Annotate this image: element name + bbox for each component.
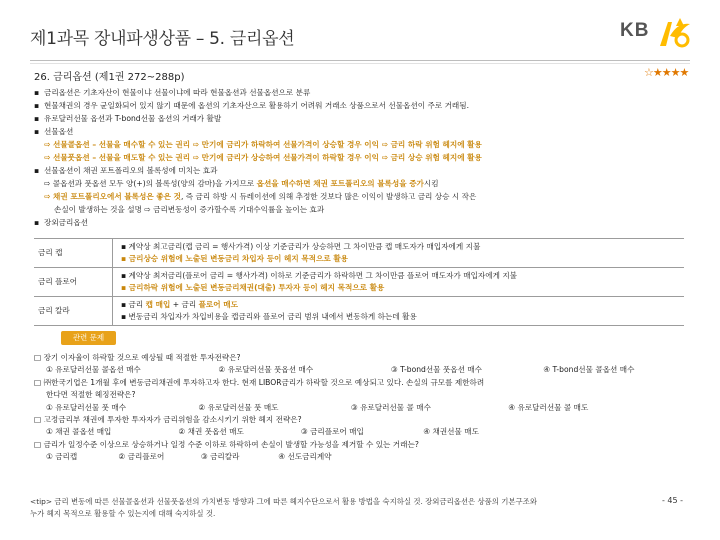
question-choices: ① 유로달러선물 콜옵션 매수 ② 유로달러선물 풋옵션 매수 ③ T-bond선물 풋옵션 매수 ④ T-bond선물 콜옵션 매수 [46, 365, 635, 375]
table-row [34, 268, 684, 297]
bullet-item: ▪ 현물채권의 경우 균일화되어 있지 않기 때문에 옵션의 기초자산으로 활용하기 어려워 거래소 상품으로서 선물옵션이 주로 거래됨. [34, 101, 469, 110]
kb-star-logo-icon [654, 16, 698, 50]
bullet-item: ▪ 선물옵션 [34, 127, 74, 136]
related-questions-badge: 관련 문제 [61, 331, 116, 345]
question-choices: ① 유로달러선물 풋 매수 ② 유로달러선물 풋 매도 ③ 유로달러선물 콜 매수 ④ 유로달러선물 콜 매도 [46, 402, 589, 412]
row-label: 금리 플로어 [34, 268, 113, 297]
header-divider-light [30, 63, 690, 64]
footer-tip-line: 누가 헤지 목적으로 활용할 수 있는지에 대해 숙지하실 것. [30, 509, 216, 518]
bullet-item: ▪ 유로달러선물 옵션과 T-bond선물 옵션의 거래가 활발 [34, 114, 222, 123]
question-choices: ① 금리캡 ② 금리플로어 ③ 금리칼라 ④ 선도금리계약 [46, 452, 332, 462]
footer-tip [30, 496, 660, 520]
section-body [34, 86, 684, 229]
sub-bullet: ⇨ 선물풋옵션 – 선물을 매도할 수 있는 권리 ⇨ 만기에 금리가 상승하여 선물가격이 하락할 경우 이익 ⇨ 금리 상승 위험 헤지에 활용 [44, 153, 482, 162]
row-label: 금리 칼라 [34, 297, 113, 326]
bullet-item: ▪ 선물옵션이 채권 포트폴리오의 볼록성에 미치는 효과 [34, 166, 218, 175]
bullet-item: ▪ 장외금리옵션 [34, 218, 89, 227]
bullet-item: ▪ 금리옵션은 기초자산이 현물이냐 선물이냐에 따라 현물옵션과 선물옵션으로 분류 [34, 88, 311, 97]
question-choices: ① 채권 콜옵션 매입 ② 채권 풋옵션 매도 ③ 금리플로어 매입 ④ 채권선물 매도 [46, 427, 479, 437]
sub-bullet: ⇨ 채권 포트폴리오에서 볼록성은 좋은 것, 즉 금리 하방 시 듀레이션에 의해 추정한 것보다 많은 이익이 발생하고 금리 상승 시 작은 [44, 192, 477, 201]
row-description: ▪ 금리 캡 매입 + 금리 플로어 매도 ▪ 변동금리 차입자가 차입비용을 캡금리와 플로어 금리 범위 내에서 변동하게 하는데 활용 [113, 297, 685, 326]
header-divider [30, 60, 690, 61]
question: □ 장기 이자율이 하락할 것으로 예상될 때 적절한 투자전략은? [34, 353, 241, 362]
row-description: ▪ 계약상 최저금리(플로어 금리 = 행사가격) 이하로 기준금리가 하락하면 그 차이만큼 플로어 매도자가 매입자에게 지불 ▪ 금리하락 위험에 노출된 변동금리채권(대출) 투자자 등이 헤지 목적으로 활용 [113, 268, 685, 297]
row-description: ▪ 계약상 최고금리(캡 금리 = 행사가격) 이상 기준금리가 상승하면 그 차이만큼 캡 매도자가 매입자에게 지불 ▪ 금리상승 위험에 노출된 변동금리 차입자 등이 헤지 목적으로 활용 [113, 239, 685, 268]
page-number: - 45 - [662, 496, 684, 505]
sub-bullet: ⇨ 선물콜옵션 – 선물을 매수할 수 있는 권리 ⇨ 만기에 금리가 하락하여 선물가격이 상승할 경우 이익 ⇨ 금리 하락 위험 헤지에 활용 [44, 140, 482, 149]
question-cont: 한다면 적절한 헤징전략은? [46, 390, 136, 400]
row-label: 금리 캡 [34, 239, 113, 268]
footer-tip-line: <tip> 금리 변동에 따른 선물콜옵션과 선물풋옵션의 가치변동 방향과 그에 따른 헤지수단으로서 활용 방법을 숙지하실 것. 장외금리옵션은 상품의 기본구조와 [30, 497, 537, 506]
question: □ 금리가 일정수준 이상으로 상승하거나 일정 수준 이하로 하락하여 손실이 발생할 가능성을 제거할 수 있는 거래는? [34, 439, 419, 449]
page-title: 제1과목 장내파생상품 – 5. 금리옵션 [30, 29, 295, 49]
logo-text: KB [620, 20, 650, 41]
section-heading: 26. 금리옵션 (제1권 272~288p) [34, 72, 185, 83]
kb-logo [620, 16, 698, 50]
question: □ 고정금리부 채권에 투자한 투자자가 금리위험을 감소시키기 위한 헤지 전략은? [34, 415, 302, 425]
questions-list [34, 352, 694, 464]
star-rating-icon: ☆★★★★ [644, 66, 689, 79]
sub-bullet-cont: 손실이 발생하는 것을 설명 ⇨ 금리변동성이 증가할수록 기대수익률을 높이는 효과 [54, 205, 325, 214]
otc-options-table [34, 238, 684, 326]
sub-bullet: ⇨ 콜옵션과 풋옵션 모두 양(+)의 볼록성(양의 감마)을 가지므로 옵션을 매수하면 채권 포트폴리오의 볼록성을 증가시킴 [44, 179, 439, 188]
table-row [34, 239, 684, 268]
question: □ ㈜한국기업은 1개월 후에 변동금리채권에 투자하고자 한다. 현재 LIBOR금리가 하락할 것으로 예상되고 있다. 손실의 규모를 제한하려 [34, 377, 485, 387]
table-row [34, 297, 684, 326]
page-header [0, 0, 720, 62]
